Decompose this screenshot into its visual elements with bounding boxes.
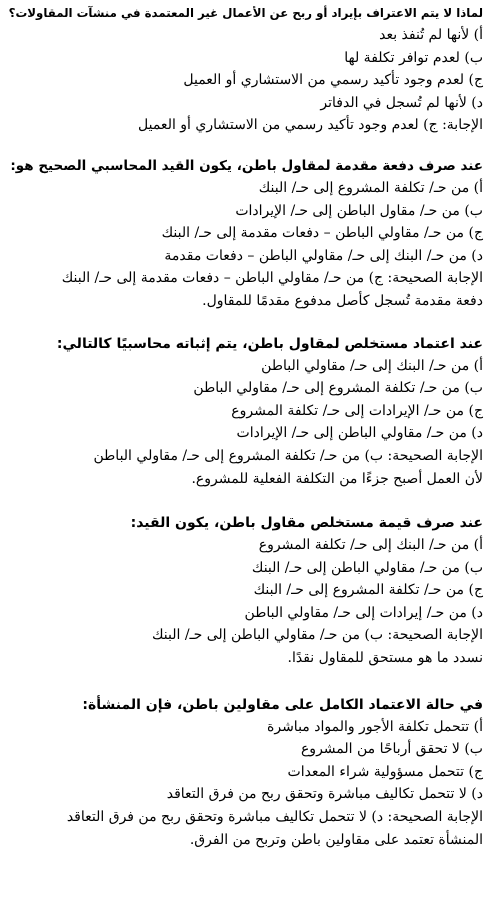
explanation-note: دفعة مقدمة تُسجل كأصل مدفوع مقدمًا للمقاول. [202,292,483,309]
question-block-4 [6,512,483,670]
question-title: لماذا لا يتم الاعتراف بإيراد أو ربح عن الأعمال غير المعتمدة في منشآت المقاولات؟ [8,6,483,20]
option-c: ج) من حـ/ الإيرادات إلى حـ/ تكلفة المشروع [231,402,483,419]
question-title: عند صرف دفعة مقدمة لمقاول باطن، يكون القيد المحاسبي الصحيح هو: [10,157,483,174]
option-c: ج) من حـ/ مقاولي الباطن – دفعات مقدمة إلى حـ/ البنك [161,225,483,242]
option-c: ج) تتحمل مسؤولية شراء المعدات [287,763,483,780]
explanation-note: نسدد ما هو مستحق للمقاول نقدًا. [287,650,483,667]
answer-line: الإجابة: ج) لعدم وجود تأكيد رسمي من الاستشاري أو العميل [138,117,483,134]
option-b: ب) من حـ/ مقاول الباطن إلى حـ/ الإيرادات [235,202,483,219]
option-b: ب) من حـ/ تكلفة المشروع إلى حـ/ مقاولي الباطن [193,380,483,397]
option-d: د) لأنها لم تُسجل في الدفاتر [320,94,483,111]
option-a: أ) من حـ/ البنك إلى حـ/ تكلفة المشروع [258,537,483,554]
answer-line: الإجابة الصحيحة: ج) من حـ/ مقاولي الباطن – دفعات مقدمة إلى حـ/ البنك [61,270,483,287]
option-a: أ) تتحمل تكلفة الأجور والمواد مباشرة [267,718,483,735]
question-block-3 [6,333,483,491]
question-title: عند صرف قيمة مستخلص مقاول باطن، يكون القيد: [130,515,483,532]
question-title: عند اعتماد مستخلص لمقاول باطن، يتم إثباته محاسبيًا كالتالي: [56,335,483,352]
answer-line: الإجابة الصحيحة: د) لا تتحمل تكاليف مباشرة وتحقق ربح من فرق التعاقد [66,809,483,826]
option-c: ج) لعدم وجود تأكيد رسمي من الاستشاري أو العميل [183,72,483,89]
option-b: ب) لا تحقق أرباحًا من المشروع [300,741,483,758]
option-a: أ) من حـ/ البنك إلى حـ/ مقاولي الباطن [261,357,483,374]
answer-line: الإجابة الصحيحة: ب) من حـ/ تكلفة المشروع إلى حـ/ مقاولي الباطن [93,447,483,464]
answer-line: الإجابة الصحيحة: ب) من حـ/ مقاولي الباطن إلى حـ/ البنك [151,627,483,644]
explanation-note: المنشأة تعتمد على مقاولين باطن وتربح من الفرق. [189,831,483,848]
option-c: ج) من حـ/ تكلفة المشروع إلى حـ/ البنك [253,582,483,599]
question-block-1 [6,2,483,137]
question-title: في حالة الاعتماد الكامل على مقاولين باطن، فإن المنشأة: [82,696,483,713]
option-d: د) من حـ/ إيرادات إلى حـ/ مقاولي الباطن [244,604,483,621]
option-a: أ) من حـ/ تكلفة المشروع إلى حـ/ البنك [258,179,483,196]
option-b: ب) لعدم توافر تكلفة لها [344,49,483,66]
option-d: د) من حـ/ البنك إلى حـ/ مقاولي الباطن – دفعات مقدمة [164,247,483,264]
option-a: أ) لأنها لم تُنفذ بعد [379,27,483,43]
option-d: د) لا تتحمل تكاليف مباشرة وتحقق ربح من فرق التعاقد [166,786,483,803]
explanation-note: لأن العمل أصبح جزءًا من التكلفة الفعلية للمشروع. [191,470,483,487]
question-block-2 [6,155,483,313]
option-d: د) من حـ/ مقاولي الباطن إلى حـ/ الإيرادات [236,425,483,442]
question-block-5 [6,694,483,852]
option-b: ب) من حـ/ مقاولي الباطن إلى حـ/ البنك [251,559,483,576]
